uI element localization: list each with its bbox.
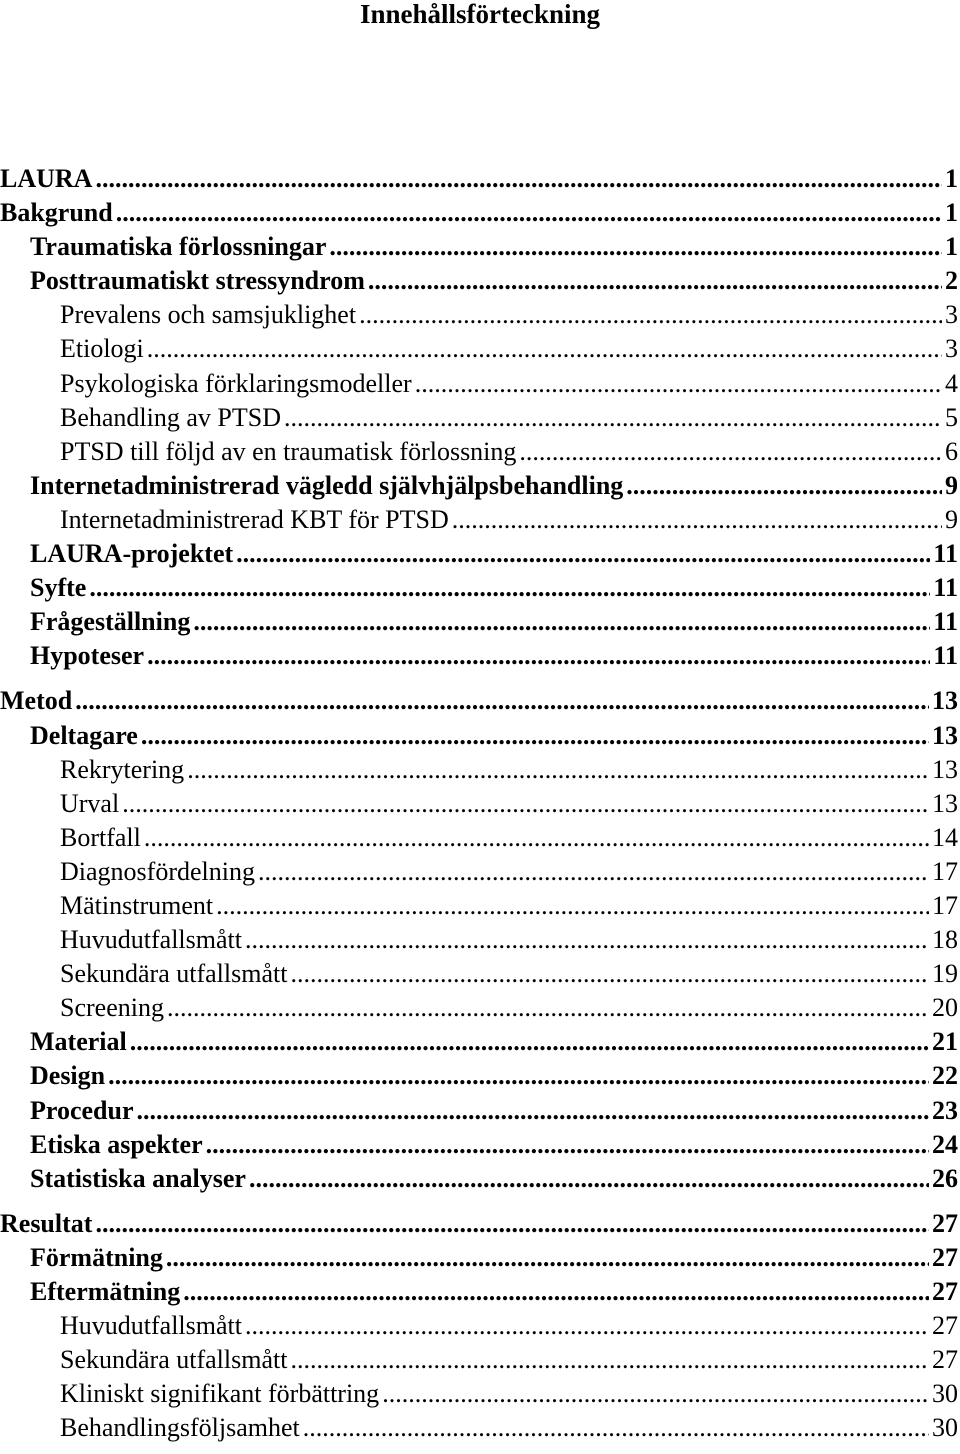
toc-entry-page-number: 23: [932, 1095, 958, 1125]
dot-leader: [329, 230, 942, 264]
toc-entry-label: Förmätning: [30, 1242, 163, 1272]
toc-entry-page-number: 22: [932, 1061, 958, 1091]
toc-entry-page-number: 27: [932, 1208, 958, 1238]
toc-entry[interactable]: [0, 367, 958, 401]
toc-entry-label: Sekundära utfallsmått: [60, 959, 288, 989]
toc-entry-label: Syfte: [30, 573, 87, 603]
dot-leader: [303, 1411, 929, 1445]
toc-entry[interactable]: [0, 1025, 958, 1059]
toc-entry[interactable]: [0, 1128, 958, 1162]
toc-entry[interactable]: [0, 571, 958, 605]
dot-leader: [290, 957, 929, 991]
toc-entry[interactable]: [0, 162, 958, 196]
toc-entry[interactable]: [0, 1241, 958, 1275]
toc-entry-page-number: 11: [933, 641, 958, 671]
dot-leader: [147, 639, 930, 673]
toc-entry-label: Deltagare: [30, 720, 138, 750]
dot-leader: [249, 1162, 929, 1196]
toc-entry-page-number: 26: [932, 1163, 958, 1193]
toc-entry[interactable]: [0, 957, 958, 991]
toc-entry-page-number: 1: [945, 164, 958, 193]
toc-entry-label: Design: [30, 1061, 106, 1091]
toc-entry[interactable]: [0, 923, 958, 957]
dot-leader: [206, 1128, 929, 1162]
toc-entry-label: Metod: [0, 686, 73, 716]
toc-entry-label: LAURA-projektet: [30, 539, 234, 569]
dot-leader: [368, 264, 942, 298]
dot-leader: [236, 537, 930, 571]
toc-entry[interactable]: [0, 855, 958, 889]
toc-entry-page-number: 1: [945, 198, 958, 228]
toc-entry[interactable]: [0, 230, 958, 264]
dot-leader: [216, 889, 929, 923]
toc-entry-label: Kliniskt signifikant förbättring: [60, 1379, 380, 1409]
toc-entry-page-number: 6: [945, 436, 958, 466]
toc-entry-label: Bortfall: [60, 822, 141, 852]
toc-entry[interactable]: [0, 435, 958, 469]
table-of-contents: [0, 162, 960, 1445]
toc-entry[interactable]: [0, 1411, 958, 1445]
toc-entry[interactable]: [0, 1059, 958, 1093]
toc-entry-page-number: 19: [932, 959, 958, 989]
dot-leader: [245, 1309, 929, 1343]
toc-entry-page-number: 30: [932, 1379, 958, 1409]
dot-leader: [359, 298, 942, 332]
toc-entry-page-number: 27: [932, 1311, 958, 1341]
toc-entry[interactable]: [0, 1162, 958, 1196]
toc-entry-label: Screening: [60, 993, 164, 1023]
toc-entry-label: Eftermätning: [30, 1277, 181, 1306]
toc-entry-page-number: 11: [933, 607, 958, 637]
toc-entry-label: Frågeställning: [30, 607, 191, 637]
toc-entry[interactable]: [0, 639, 958, 673]
toc-entry[interactable]: [0, 991, 958, 1025]
dot-leader: [167, 991, 929, 1025]
toc-entry-label: Internetadministrerad KBT för PTSD: [60, 504, 449, 534]
page-title: Innehållsförteckning: [359, 0, 601, 29]
dot-leader: [245, 923, 929, 957]
toc-entry-page-number: 27: [932, 1277, 958, 1306]
dot-leader: [147, 332, 942, 366]
toc-entry[interactable]: [0, 401, 958, 435]
dot-leader: [290, 1343, 929, 1377]
toc-entry[interactable]: [0, 753, 958, 787]
toc-entry-label: Traumatiska förlossningar: [30, 232, 327, 262]
toc-entry[interactable]: [0, 298, 958, 332]
toc-entry[interactable]: [0, 537, 958, 571]
dot-leader: [108, 1059, 929, 1093]
toc-entry[interactable]: [0, 196, 958, 230]
toc-entry-page-number: 13: [932, 720, 958, 750]
dot-leader: [415, 367, 942, 401]
toc-entry-label: Material: [30, 1027, 127, 1057]
toc-entry-label: Internetadministrerad vägledd självhjälpsbehandling: [30, 470, 624, 500]
toc-entry-page-number: 4: [945, 368, 958, 398]
toc-entry-label: Psykologiska förklaringsmodeller: [60, 368, 412, 398]
toc-entry[interactable]: [0, 719, 958, 753]
toc-entry[interactable]: [0, 889, 958, 923]
toc-entry-label: Hypoteser: [30, 641, 145, 671]
toc-entry[interactable]: [0, 605, 958, 639]
toc-entry-page-number: 9: [945, 504, 958, 534]
toc-entry-label: Prevalens och samsjuklighet: [60, 300, 357, 330]
toc-entry-page-number: 30: [932, 1413, 958, 1443]
toc-entry-label: Rekrytering: [60, 754, 185, 784]
dot-leader: [187, 753, 929, 787]
toc-entry-label: PTSD till följd av en traumatisk förlossning: [60, 436, 517, 466]
toc-entry[interactable]: [0, 1309, 958, 1343]
toc-entry-page-number: 5: [945, 402, 958, 432]
dot-leader: [284, 401, 942, 435]
toc-entry-label: Procedur: [30, 1095, 134, 1125]
toc-entry-label: Resultat: [0, 1208, 93, 1238]
toc-entry-page-number: 11: [933, 573, 958, 603]
toc-entry-page-number: 13: [932, 754, 958, 784]
dot-leader: [89, 571, 930, 605]
toc-entry[interactable]: [0, 264, 958, 298]
toc-entry-label: Posttraumatiskt stressyndrom: [30, 266, 365, 296]
dot-leader: [519, 435, 942, 469]
dot-leader: [452, 503, 942, 537]
dot-leader: [130, 1025, 929, 1059]
toc-entry-label: Sekundära utfallsmått: [60, 1345, 288, 1375]
toc-entry[interactable]: [0, 332, 958, 366]
toc-entry[interactable]: [0, 787, 958, 821]
toc-entry-page-number: 11: [933, 539, 958, 569]
toc-entry-page-number: 3: [945, 334, 958, 364]
dot-leader: [183, 1275, 929, 1309]
toc-entry-page-number: 13: [932, 686, 958, 716]
toc-entry-label: Etiologi: [60, 334, 144, 364]
toc-entry-label: Huvudutfallsmått: [60, 1311, 242, 1341]
toc-entry[interactable]: [0, 469, 958, 503]
toc-entry-page-number: 21: [932, 1027, 958, 1057]
dot-leader: [166, 1241, 929, 1275]
toc-entry[interactable]: [0, 821, 958, 855]
dot-leader: [95, 1207, 929, 1241]
toc-entry[interactable]: [0, 1207, 958, 1241]
toc-entry-page-number: 27: [932, 1242, 958, 1272]
dot-leader: [116, 196, 942, 230]
dot-leader: [137, 1094, 930, 1128]
toc-entry-page-number: 20: [932, 993, 958, 1023]
toc-entry[interactable]: [0, 503, 958, 537]
toc-entry-label: Mätinstrument: [60, 890, 214, 920]
toc-entry[interactable]: [0, 1343, 958, 1377]
toc-entry-page-number: 3: [945, 300, 958, 330]
toc-entry-page-number: 9: [945, 470, 958, 500]
toc-entry-page-number: 2: [945, 266, 958, 296]
toc-entry-page-number: 27: [932, 1345, 958, 1375]
toc-entry-label: LAURA: [0, 164, 93, 193]
dot-leader: [258, 855, 929, 889]
toc-entry[interactable]: [0, 1094, 958, 1128]
dot-leader: [144, 821, 929, 855]
dot-leader: [193, 605, 930, 639]
toc-entry-label: Behandlingsföljsamhet: [60, 1413, 300, 1443]
toc-entry[interactable]: [0, 684, 958, 718]
dot-leader: [75, 684, 929, 718]
toc-entry-page-number: 13: [932, 788, 958, 818]
dot-leader: [382, 1377, 929, 1411]
toc-entry-label: Statistiska analyser: [30, 1163, 246, 1193]
dot-leader: [95, 162, 942, 196]
toc-entry-page-number: 17: [932, 890, 958, 920]
dot-leader: [141, 719, 929, 753]
toc-entry-page-number: 1: [945, 232, 958, 262]
toc-entry-page-number: 17: [932, 856, 958, 886]
toc-entry-label: Diagnosfördelning: [60, 856, 255, 886]
toc-entry-label: Behandling av PTSD: [60, 402, 281, 432]
dot-leader: [122, 787, 929, 821]
toc-entry-page-number: 24: [932, 1129, 958, 1159]
toc-entry-label: Etiska aspekter: [30, 1129, 203, 1159]
toc-entry-label: Bakgrund: [0, 198, 113, 228]
toc-entry-page-number: 14: [932, 822, 958, 852]
toc-entry-page-number: 18: [932, 925, 958, 955]
toc-entry-label: Urval: [60, 788, 120, 818]
toc-entry-label: Huvudutfallsmått: [60, 925, 242, 955]
dot-leader: [626, 469, 942, 503]
toc-entry[interactable]: [0, 1275, 958, 1309]
toc-entry[interactable]: [0, 1377, 958, 1411]
